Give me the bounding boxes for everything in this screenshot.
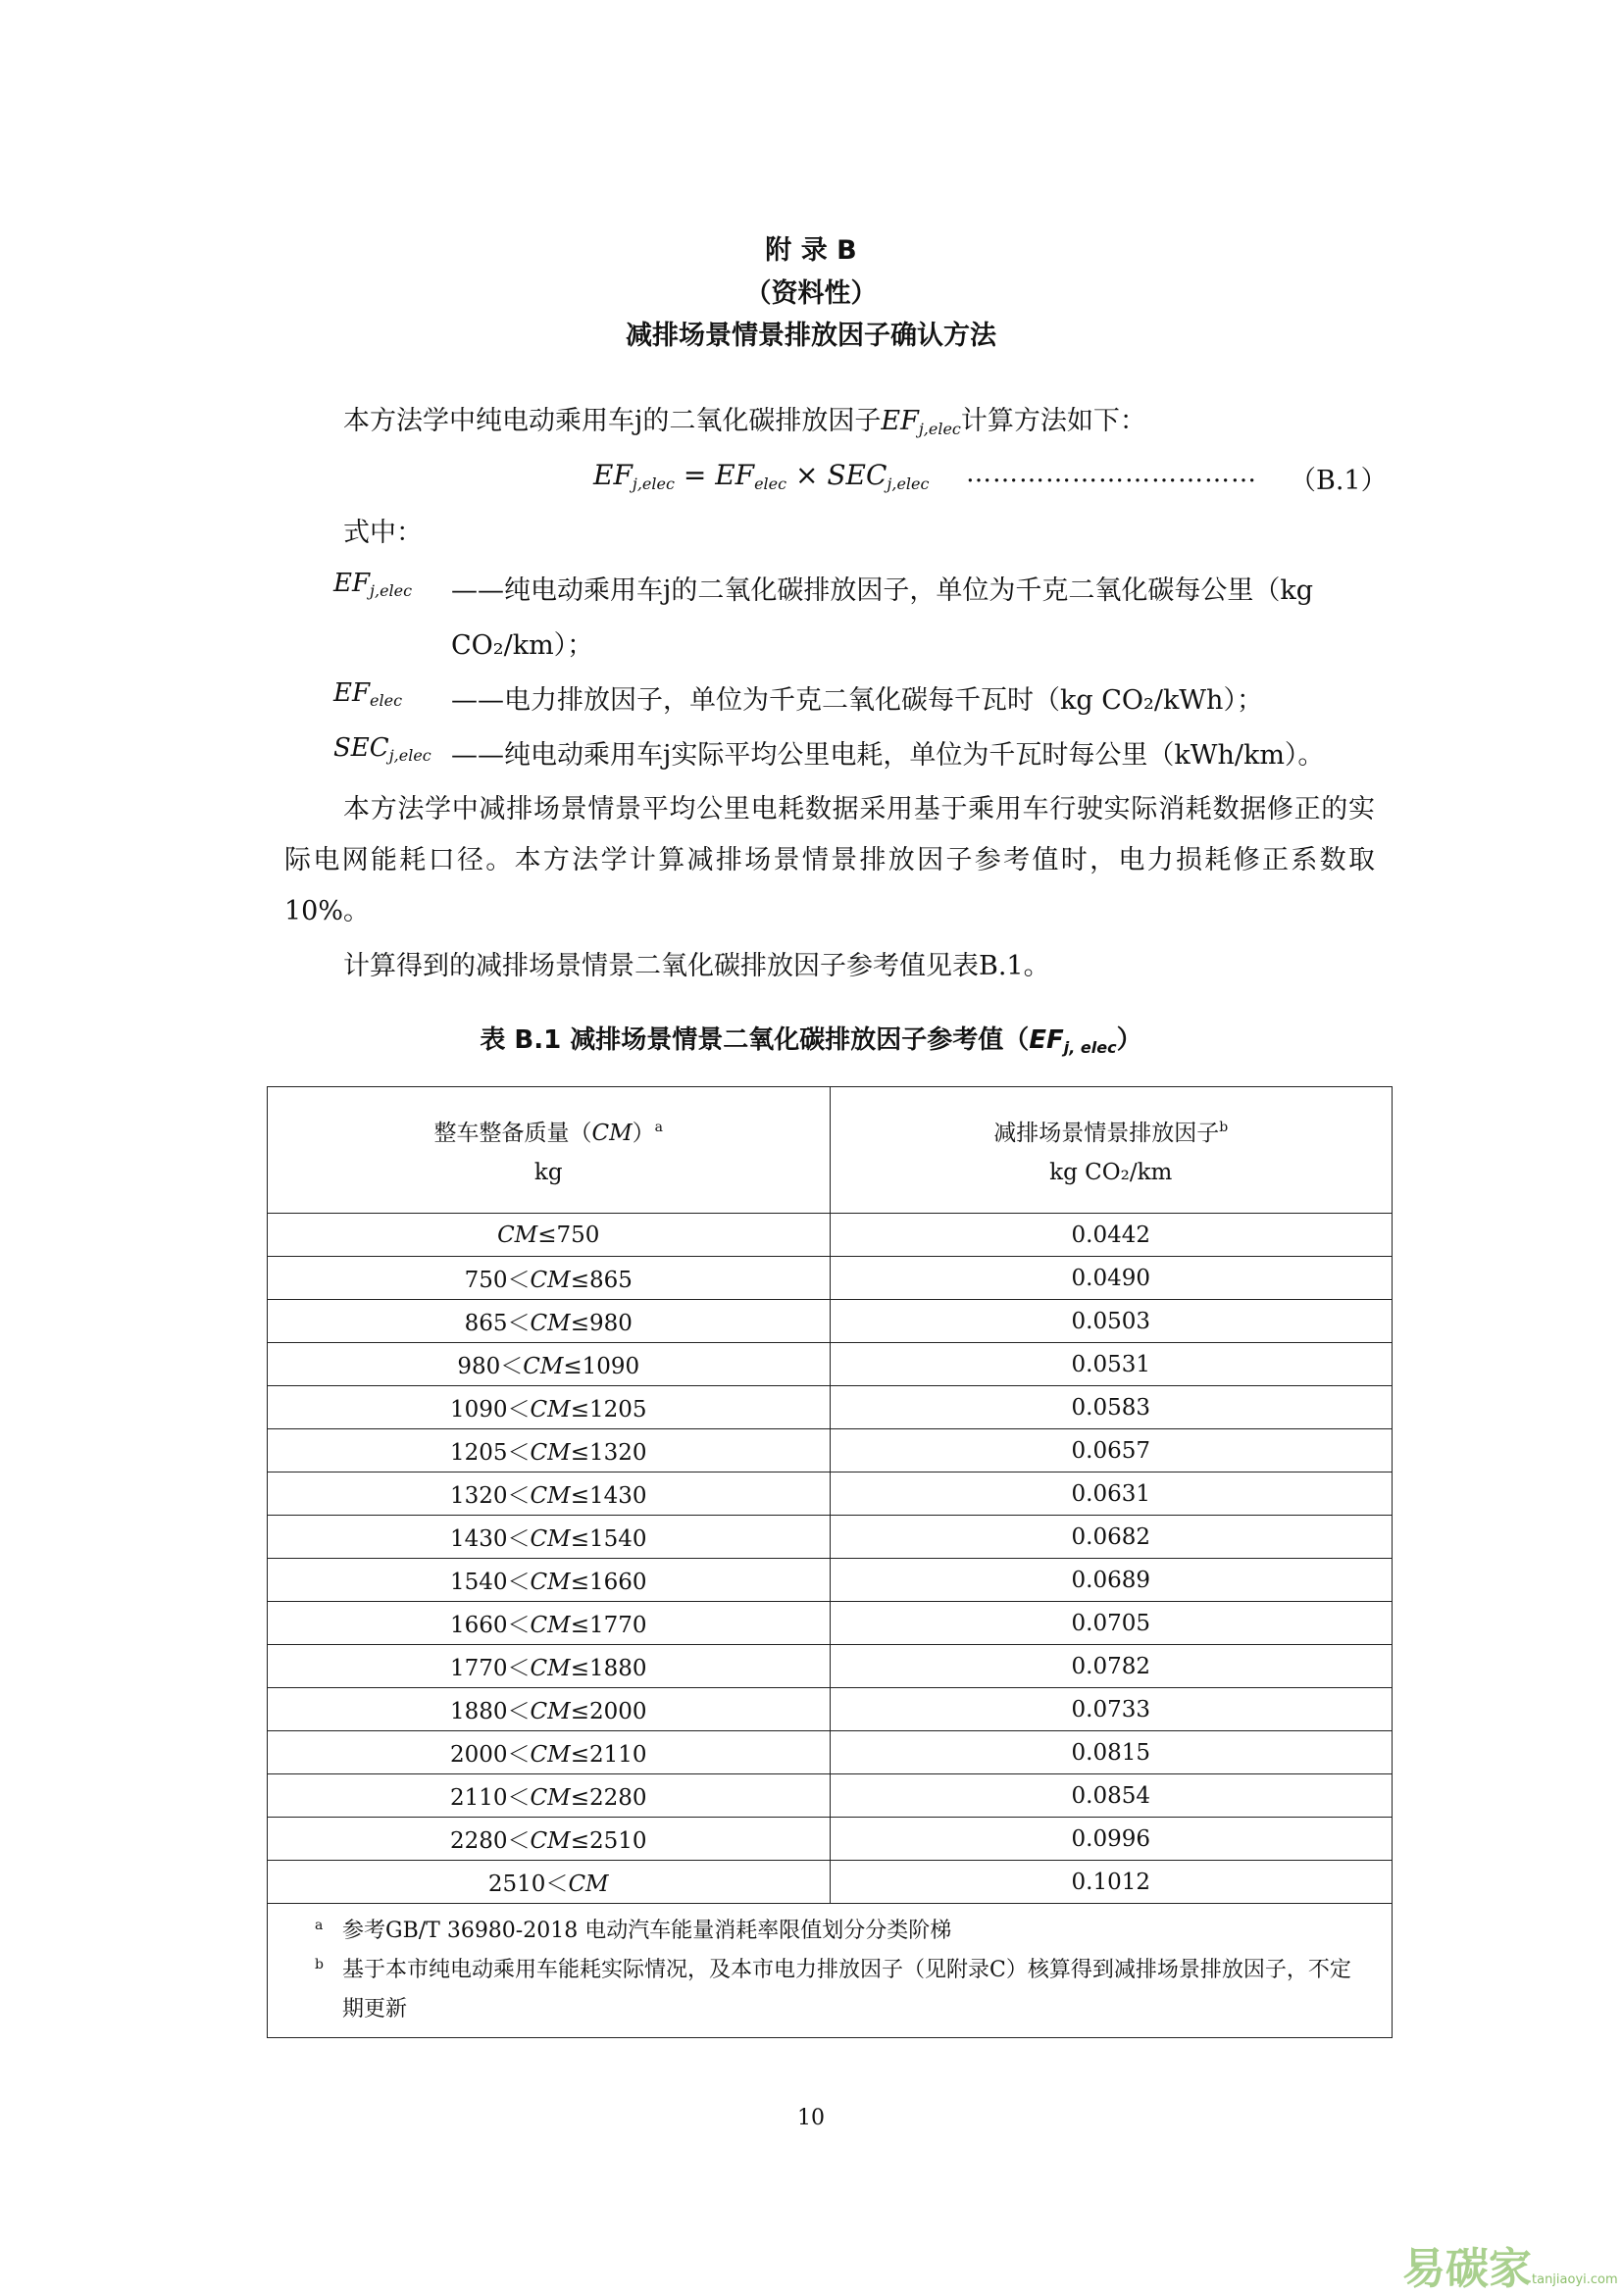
emission-factor-cell: 0.0682 xyxy=(830,1516,1393,1559)
mass-range-cell: 2510＜CM xyxy=(268,1861,831,1904)
def-desc-ef-j-cont: CO₂/km）； xyxy=(451,630,594,661)
mass-range-cell: 1430＜CM≤1540 xyxy=(268,1516,831,1559)
mass-range-cell: 2110＜CM≤2280 xyxy=(268,1774,831,1818)
table-header-row xyxy=(268,1087,1393,1214)
formula-dots: …………………………… xyxy=(966,459,1257,488)
def-desc-ef-elec: ——电力排放因子，单位为千克二氧化碳每千瓦时（kg CO₂/kWh）； xyxy=(451,685,1263,716)
paragraph-2: 计算得到的减排场景情景二氧化碳排放因子参考值见表B.1。 xyxy=(343,951,1050,981)
table-row xyxy=(268,1472,1393,1516)
mass-range-cell: 1880＜CM≤2000 xyxy=(268,1688,831,1731)
emission-factor-cell: 0.0490 xyxy=(830,1257,1393,1300)
col2-header: 减排场景情景排放因子$^b$ kg CO₂/km xyxy=(830,1087,1393,1214)
def-desc-ef-j: ——纯电动乘用车j的二氧化碳排放因子，单位为千克二氧化碳每公里（kg xyxy=(451,575,1314,606)
intro-line xyxy=(343,402,1146,449)
table-caption: 表 B.1 减排场景情景二氧化碳排放因子参考值$(EF_{j, elec})$ xyxy=(480,1025,1142,1057)
mass-range-cell: 2000＜CM≤2110 xyxy=(268,1731,831,1774)
table-notes-row xyxy=(268,1904,1393,2038)
table-row xyxy=(268,1214,1393,1257)
mass-range-cell: 1770＜CM≤1880 xyxy=(268,1645,831,1688)
emission-factor-cell: 0.0442 xyxy=(830,1214,1393,1257)
formula-times: × xyxy=(786,459,828,491)
formula-lhs: EF xyxy=(593,459,633,491)
formula-number: （B.1） xyxy=(1290,466,1388,496)
emission-factor-cell: 0.0782 xyxy=(830,1645,1393,1688)
mass-range-cell: 1660＜CM≤1770 xyxy=(268,1602,831,1645)
table-notes xyxy=(268,1904,1393,2038)
table-note: a 参考GB/T 36980-2018 电动汽车能量消耗率限值划分分类阶梯 xyxy=(315,1918,952,1943)
intro-post: 计算方法如下： xyxy=(960,406,1146,436)
table-row xyxy=(268,1645,1393,1688)
table-row xyxy=(268,1731,1393,1774)
mass-range-cell: 865＜CM≤980 xyxy=(268,1300,831,1343)
table-row xyxy=(268,1429,1393,1472)
mass-range-cell: 980＜CM≤1090 xyxy=(268,1343,831,1386)
formula-lhs-sub: j,elec xyxy=(632,474,675,493)
table-row xyxy=(268,1602,1393,1645)
mass-range-cell: 1205＜CM≤1320 xyxy=(268,1429,831,1472)
emission-factor-cell: 0.0583 xyxy=(830,1386,1393,1429)
page-number: 10 xyxy=(797,2106,825,2130)
mass-range-cell: 2280＜CM≤2510 xyxy=(268,1818,831,1861)
formula-sec: SEC xyxy=(827,459,887,491)
emission-factor-cell: 0.0531 xyxy=(830,1343,1393,1386)
table-note: b 基于本市纯电动乘用车能耗实际情况，及本市电力排放因子（见附录C）核算得到减排场景排放因子，不定期更新 xyxy=(315,1957,1351,2021)
formula-ef-sub: elec xyxy=(754,474,787,493)
formula-ef: EF xyxy=(715,459,755,491)
mass-range-cell: CM≤750 xyxy=(268,1214,831,1257)
table-row xyxy=(268,1861,1393,1904)
mass-range-cell: 750＜CM≤865 xyxy=(268,1257,831,1300)
table-row xyxy=(268,1343,1393,1386)
intro-sym: EF xyxy=(881,406,919,436)
table-row xyxy=(268,1559,1393,1602)
appendix-title: 附 录 B xyxy=(765,235,857,266)
emission-factor-cell: 0.0733 xyxy=(830,1688,1393,1731)
mass-range-cell: 1540＜CM≤1660 xyxy=(268,1559,831,1602)
appendix-type: （资料性） xyxy=(744,278,878,309)
table-row xyxy=(268,1300,1393,1343)
emission-factor-cell: 0.1012 xyxy=(830,1861,1393,1904)
emission-factor-cell: 0.0503 xyxy=(830,1300,1393,1343)
table-row xyxy=(268,1516,1393,1559)
emission-factor-cell: 0.0705 xyxy=(830,1602,1393,1645)
emission-factor-cell: 0.0689 xyxy=(830,1559,1393,1602)
mass-range-cell: 1090＜CM≤1205 xyxy=(268,1386,831,1429)
mass-range-cell: 1320＜CM≤1430 xyxy=(268,1472,831,1516)
emission-factor-cell: 0.0815 xyxy=(830,1731,1393,1774)
table-row xyxy=(268,1688,1393,1731)
appendix-subtitle: 减排场景情景排放因子确认方法 xyxy=(626,321,996,351)
def-desc-sec: ——纯电动乘用车j实际平均公里电耗，单位为千瓦时每公里（kWh/km）。 xyxy=(451,740,1325,771)
table-row xyxy=(268,1818,1393,1861)
def-sym-ef-elec: $EF_{elec}$ xyxy=(333,678,403,710)
watermark-logo: 易碳家tanjiaoyi.com xyxy=(1402,2244,1618,2294)
table-row xyxy=(268,1386,1393,1429)
def-sym-ef-j: $EF_{j,elec}$ xyxy=(333,569,413,600)
emission-factor-cell: 0.0854 xyxy=(830,1774,1393,1818)
emission-factor-table xyxy=(267,1086,1393,2038)
intro-sub: j,elec xyxy=(918,420,961,438)
emission-factor-cell: 0.0657 xyxy=(830,1429,1393,1472)
table-row xyxy=(268,1257,1393,1300)
intro-pre: 本方法学中纯电动乘用车j的二氧化碳排放因子 xyxy=(343,406,882,436)
formula-b1 xyxy=(593,459,929,493)
formula-sec-sub: j,elec xyxy=(887,474,930,493)
formula-eq: = xyxy=(674,459,716,491)
emission-factor-cell: 0.0996 xyxy=(830,1818,1393,1861)
col1-header: 整车整备质量（CM）$^a$ kg xyxy=(268,1087,831,1214)
where-label: 式中： xyxy=(343,518,423,548)
paragraph-1: 本方法学中减排场景情景平均公里电耗数据采用基于乘用车行驶实际消耗数据修正的实际电网能耗口径。本方法学计算减排场景情景排放因子参考值时，电力损耗修正系数取10%。 xyxy=(284,794,1375,926)
table-row xyxy=(268,1774,1393,1818)
emission-factor-cell: 0.0631 xyxy=(830,1472,1393,1516)
def-sym-sec: $SEC_{j,elec}$ xyxy=(333,733,431,765)
